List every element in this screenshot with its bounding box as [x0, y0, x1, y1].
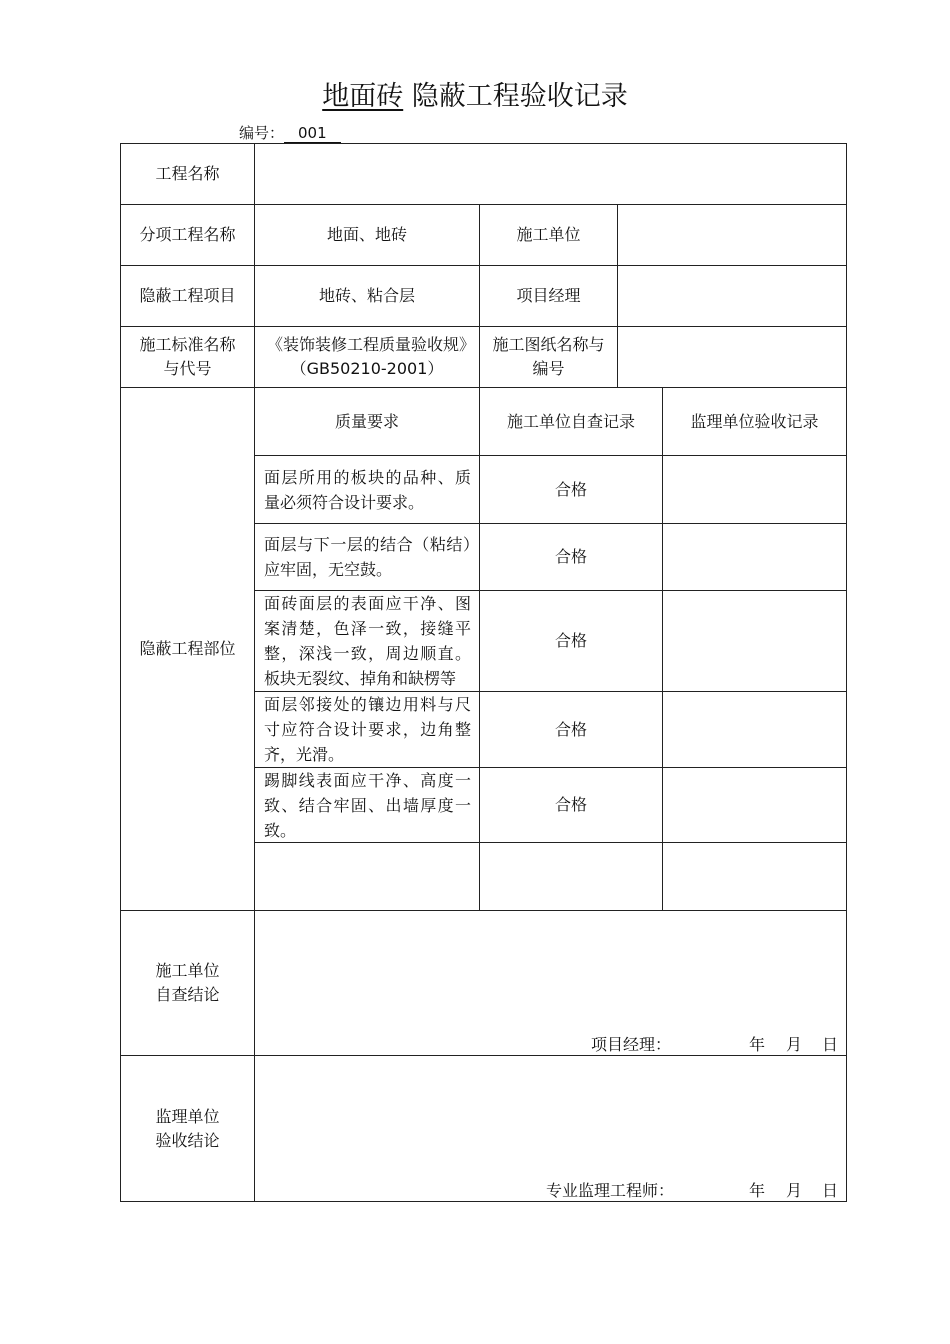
requirement-text: 面层邻接处的镶边用料与尺寸应符合设计要求，边角整齐，光滑。	[264, 695, 471, 764]
doc-no-label: 编号：	[239, 124, 285, 142]
project-manager-value	[617, 265, 847, 327]
supervision-cell	[662, 455, 847, 524]
date-day: 日	[822, 1035, 839, 1054]
date-month: 月	[786, 1181, 803, 1200]
self-check-cell	[479, 842, 663, 911]
title-main-part: 隐蔽工程验收记录	[411, 81, 628, 112]
requirement-text: 踢脚线表面应干净、高度一致、结合牢固、出墙厚度一致。	[264, 770, 471, 840]
requirement-text: 面层与下一层的结合（粘结）应牢固，无空鼓。	[264, 535, 471, 579]
title-underlined-part: 地面砖	[322, 81, 404, 112]
self-check-conclusion-label: 施工单位自查结论	[120, 910, 255, 1056]
date-year: 年	[749, 1035, 766, 1054]
project-manager-sign-label: 项目经理：	[591, 1035, 672, 1054]
date-month: 月	[786, 1035, 803, 1054]
standard-value: 《装饰装修工程质量验收规》（GB50210-2001）	[254, 326, 480, 388]
document-number	[239, 122, 341, 143]
sub-project-value: 地面、地砖	[254, 204, 480, 266]
project-name-label: 工程名称	[120, 143, 255, 205]
requirement-text: 面层所用的板块的品种、质量必须符合设计要求。	[264, 467, 471, 512]
self-check-cell: 合格	[479, 455, 663, 524]
requirement-cell	[254, 691, 480, 768]
header-self-check-record: 施工单位自查记录	[479, 387, 663, 456]
supervisor-sign-label: 专业监理工程师：	[546, 1181, 675, 1200]
supervision-cell	[662, 767, 847, 843]
requirement-cell	[254, 767, 480, 843]
supervision-cell	[662, 842, 847, 911]
requirement-cell	[254, 455, 480, 524]
supervision-cell	[662, 691, 847, 768]
contractor-label: 施工单位	[479, 204, 618, 266]
document-title	[0, 74, 950, 113]
supervision-cell	[662, 590, 847, 692]
hidden-item-label: 隐蔽工程项目	[120, 265, 255, 327]
self-check-cell: 合格	[479, 590, 663, 692]
project-manager-label: 项目经理	[479, 265, 618, 327]
drawing-value	[617, 326, 847, 388]
requirement-cell	[254, 842, 480, 911]
header-quality-requirement: 质量要求	[254, 387, 480, 456]
doc-no-value: 001	[284, 125, 341, 143]
standard-label: 施工标准名称与代号	[120, 326, 255, 388]
supervision-cell	[662, 523, 847, 591]
project-name-value	[254, 143, 847, 205]
self-check-cell: 合格	[479, 523, 663, 591]
hidden-item-value: 地砖、粘合层	[254, 265, 480, 327]
supervision-conclusion-label: 监理单位验收结论	[120, 1055, 255, 1202]
drawing-label: 施工图纸名称与编号	[479, 326, 618, 388]
hidden-part-label: 隐蔽工程部位	[120, 387, 255, 911]
date-day: 日	[822, 1181, 839, 1200]
contractor-value	[617, 204, 847, 266]
requirement-cell	[254, 523, 480, 591]
self-check-cell: 合格	[479, 767, 663, 843]
header-supervision-record: 监理单位验收记录	[662, 387, 847, 456]
requirement-text: 面砖面层的表面应干净、图案清楚，色泽一致，接缝平整，深浅一致，周边顺直。板块无裂纹、掉角和缺楞等	[264, 594, 471, 688]
requirement-cell	[254, 590, 480, 692]
date-year: 年	[749, 1181, 766, 1200]
self-check-cell: 合格	[479, 691, 663, 768]
sub-project-label: 分项工程名称	[120, 204, 255, 266]
